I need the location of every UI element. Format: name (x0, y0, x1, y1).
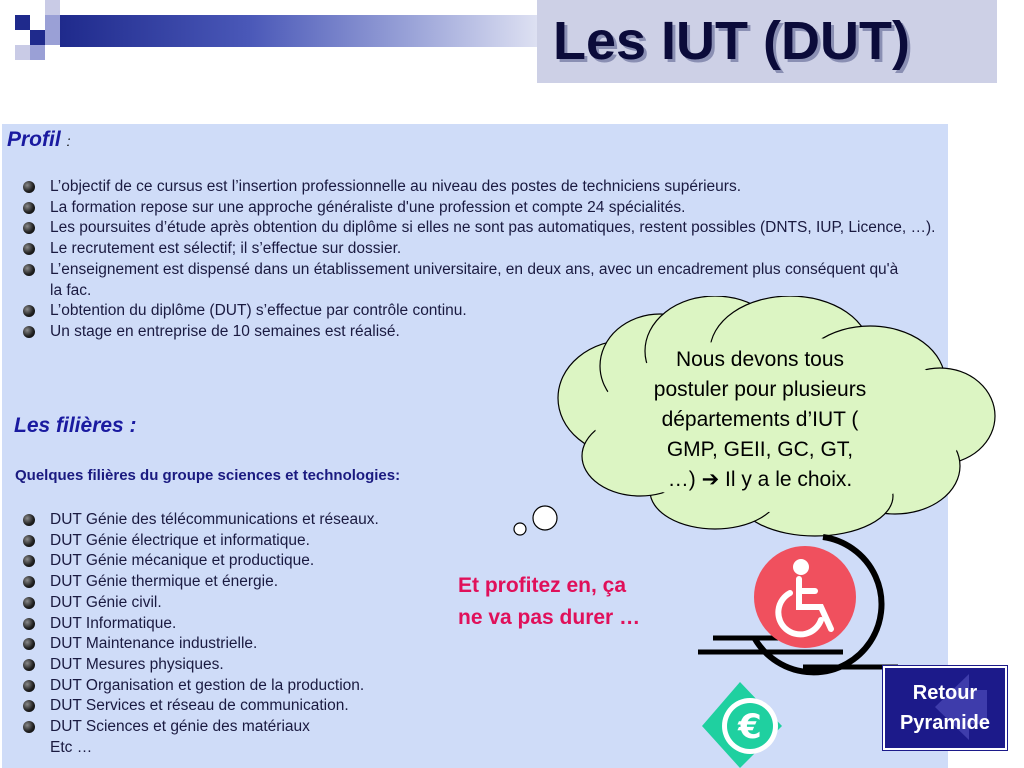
list-item-text: Le recrutement est sélectif; il s’effectue sur dossier. (50, 240, 402, 258)
profil-heading-colon: : (66, 133, 71, 149)
svg-text:€: € (738, 707, 762, 747)
callout-line: Et profitez en, ça (458, 574, 627, 597)
page-title: Les IUT (DUT) (553, 11, 910, 71)
list-item (2, 634, 602, 655)
list-item-text: DUT Génie électrique et informatique. (50, 531, 310, 549)
bullet-icon (23, 700, 35, 712)
wheelchair-icon (693, 527, 898, 679)
list-item (2, 696, 602, 717)
list-item (2, 177, 948, 198)
bullet-icon (23, 680, 35, 692)
list-item (2, 655, 602, 676)
list-item (2, 239, 948, 260)
retour-pyramide-button[interactable] (883, 666, 1007, 750)
filieres-heading: Les filières : (14, 414, 137, 437)
callout-text (458, 570, 718, 634)
list-item-text: L’obtention du diplôme (DUT) s’effectue par contrôle continu. (50, 302, 467, 320)
list-item-text: DUT Services et réseau de communication. (50, 697, 349, 715)
callout-line: ne va pas durer … (458, 606, 641, 629)
list-item (2, 218, 948, 239)
bullet-icon (23, 576, 35, 588)
cloud-line: …) ➔ Il y a le choix. (667, 468, 853, 491)
bullet-icon (23, 264, 35, 276)
list-item-text: La formation repose sur une approche généraliste d'une profession et compte 24 spécialités. (50, 198, 686, 216)
list-item-text: DUT Maintenance industrielle. (50, 635, 258, 653)
filieres-list (2, 510, 602, 758)
list-item-text: L’enseignement est dispensé dans un établissement universitaire, en deux ans, avec un encadrement plus conséquent qu'à la fac. (50, 260, 899, 299)
bullet-icon (23, 597, 35, 609)
list-item-text: DUT Génie mécanique et productique. (50, 552, 315, 570)
bullet-icon (23, 243, 35, 255)
profil-heading-text: Profil (7, 128, 61, 151)
list-item-text: DUT Mesures physiques. (50, 655, 224, 673)
bullet-icon (23, 535, 35, 547)
cloud-line: départements d’IUT ( (661, 408, 859, 431)
etc-text: Etc … (50, 738, 93, 756)
list-item-text: L’objectif de ce cursus est l’insertion professionnelle au niveau des postes de techniciens supérieurs. (50, 178, 742, 195)
list-item-text: DUT Sciences et génie des matériaux (50, 718, 310, 736)
list-item (2, 551, 602, 572)
euro-icon (700, 682, 790, 768)
cloud-line: GMP, GEII, GC, GT, (666, 438, 854, 461)
profil-heading (7, 128, 71, 152)
list-item-text: DUT Génie des télécommunications et réseaux. (50, 511, 379, 528)
bullet-icon (23, 202, 35, 214)
bullet-icon (23, 222, 35, 234)
cloud-line: postuler pour plusieurs (653, 378, 867, 401)
list-item-text: DUT Organisation et gestion de la production. (50, 676, 365, 694)
cloud-text (625, 345, 895, 495)
list-item (2, 198, 948, 219)
bullet-icon (23, 514, 35, 526)
list-item-text: DUT Génie civil. (50, 593, 162, 611)
cloud-line: Nous devons tous (675, 348, 845, 371)
bullet-icon (23, 618, 35, 630)
header-gradient-bar (60, 15, 600, 47)
retour-label: Retour (912, 682, 978, 704)
bullet-icon (23, 305, 35, 317)
list-item-etc (2, 738, 602, 759)
bullet-icon (23, 181, 35, 193)
list-item (2, 717, 602, 738)
bullet-icon (23, 659, 35, 671)
list-item-text: DUT Informatique. (50, 614, 177, 632)
pyramide-label: Pyramide (899, 712, 991, 734)
bullet-icon (23, 721, 35, 733)
list-item-text: DUT Génie thermique et énergie. (50, 573, 279, 591)
bullet-icon (23, 638, 35, 650)
list-item (2, 260, 948, 301)
list-item-text: Les poursuites d’étude après obtention du diplôme si elles ne sont pas automatiques, restent possibles (DNTS, IUP, Licence, …). (50, 219, 936, 237)
list-item-text: Un stage en entreprise de 10 semaines est réalisé. (50, 322, 400, 340)
bullet-icon (23, 326, 35, 338)
bullet-icon (23, 555, 35, 567)
list-item (2, 676, 602, 697)
filieres-subheading: Quelques filières du groupe sciences et technologies: (15, 467, 401, 484)
